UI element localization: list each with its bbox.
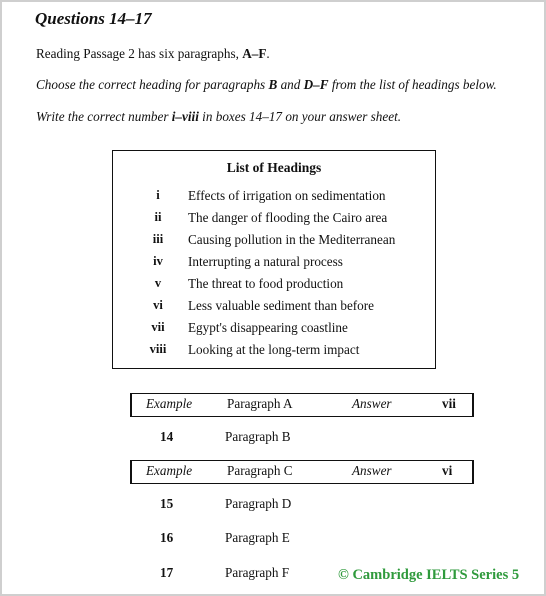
instruction-text: . [266,46,270,61]
heading-number: iii [152,232,164,246]
heading-number: viii [149,342,167,356]
instruction-bold: A–F [242,46,267,61]
instruction-text: Reading Passage 2 has six paragraphs, [36,46,243,61]
question-number: 14 [160,429,174,444]
heading-text: Less valuable sediment than before [188,298,375,313]
example-answer: vii [442,396,456,411]
heading-number: v [154,276,162,290]
example-paragraph: Paragraph A [227,396,293,411]
instruction-text: Choose the correct heading for paragraphs [36,77,269,92]
question-paragraph: Paragraph F [225,565,290,580]
instruction-text: Write the correct number [36,109,172,124]
question-row [130,528,470,550]
example-label: Example [146,396,193,411]
question-paragraph: Paragraph D [225,496,292,511]
copyright-watermark: © Cambridge IELTS Series 5 [338,567,520,583]
instruction-text: from the list of headings below. [328,77,497,92]
answer-label: Answer [352,463,392,478]
instruction-answer-sheet [36,109,401,125]
heading-text: Egypt's disappearing coastline [188,320,348,335]
question-row [130,427,470,449]
instruction-text: and [277,77,304,92]
question-number: 16 [160,530,174,545]
heading-text: Interrupting a natural process [188,254,343,269]
list-of-headings-title: List of Headings [226,160,322,175]
example-label: Example [146,463,193,478]
heading-number: iv [153,254,163,268]
question-number: 15 [160,496,174,511]
instruction-paragraph-count [36,46,270,62]
example-paragraph: Paragraph C [227,463,293,478]
list-of-headings-box [112,150,436,369]
answer-label: Answer [352,396,392,411]
question-paragraph: Paragraph B [225,429,291,444]
heading-number: vi [153,298,163,312]
instruction-choose-heading [36,77,497,93]
example-row [130,393,474,417]
heading-text: The danger of flooding the Cairo area [188,210,388,225]
heading-number: vii [151,320,165,334]
page-title: Questions 14–17 [35,9,152,28]
instruction-bold: D–F [303,77,329,92]
example-row [130,460,474,484]
heading-text: The threat to food production [188,276,344,291]
question-paragraph: Paragraph E [225,530,290,545]
instruction-bold: i–viii [171,109,199,124]
heading-text: Looking at the long-term impact [188,342,360,357]
question-row [130,494,470,516]
instruction-text: in boxes 14–17 on your answer sheet. [198,109,402,124]
question-number: 17 [160,565,174,580]
example-answer: vi [442,463,453,478]
heading-number: i [156,188,160,202]
instruction-bold: B [268,77,278,92]
heading-text: Effects of irrigation on sedimentation [188,188,386,203]
heading-number: ii [154,210,162,224]
heading-text: Causing pollution in the Mediterranean [188,232,396,247]
